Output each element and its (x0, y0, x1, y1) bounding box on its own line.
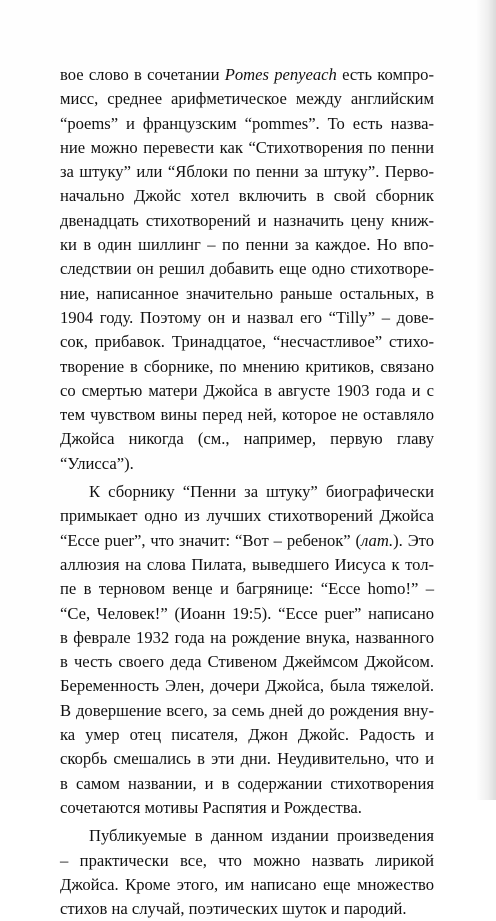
page-edge-shadow (476, 0, 496, 800)
text-line: мисс, среднее арифметическое между английским (60, 89, 434, 109)
italic-text: Pomes penyeach (224, 65, 337, 84)
text-line: пе в терновом венце и багрянице: “Ecce homo!” – (60, 579, 434, 599)
text-line: за штуку” или “Яблоки по пенни за штуку”. Перво- (60, 162, 434, 182)
text-line: ка умер отец писателя, Джон Джойс. Радость и (60, 725, 434, 745)
text-line: двенадцать стихотворений и назначить цену книж- (60, 210, 434, 230)
text-line: аллюзия на слова Пилата, выведшего Иисуса к тол- (60, 554, 434, 574)
text-line: Беременность Элен, дочери Джойса, была тяжелой. (60, 676, 434, 696)
text-line: Джойса. Кроме этого, им написано еще множество (60, 874, 434, 894)
text-line: тем чувством вины перед ней, которое не оставляло (60, 405, 434, 425)
text-line: ние можно перевести как “Стихотворения по пенни (60, 137, 434, 157)
text-line: “poems” и французским “pommes”. То есть назва- (60, 113, 434, 133)
text-line: сок, прибавок. Тринадцатое, “несчастливое” стихо- (60, 332, 434, 352)
paragraph (60, 824, 434, 921)
text-line: в самом названии, и в содержании стихотворения (60, 773, 434, 793)
italic-text: лат. (361, 530, 394, 550)
text-line: вое слово в сочетании Pomes penyeach есть компро- (60, 65, 434, 84)
text-line: творение в сборнике, по мнению критиков, связано (60, 356, 434, 376)
text-line: скорбь смешались в эти дни. Неудивительно, что и (60, 749, 434, 769)
paragraph (60, 480, 434, 820)
body-text (60, 63, 434, 921)
paragraph (60, 63, 434, 476)
text-line: “Се, Человек!” (Иоанн 19:5). “Ecce puer” написано (60, 603, 434, 623)
text-line: “Улисса”). (60, 453, 134, 473)
text-line: К сборнику “Пенни за штуку” биографически (89, 482, 434, 502)
text-line: “Ecce puer”, что значит: “Вот – ребенок” (лат.). Это (60, 530, 434, 550)
text-line: следствии он решил добавить еще одно стихотворе- (60, 259, 434, 279)
text-line: стихов на случай, поэтических шуток и пародий. (60, 899, 407, 919)
text-line: – практически все, что можно назвать лирикой (60, 850, 434, 870)
text-line: в феврале 1932 года на рождение внука, названного (60, 627, 434, 647)
text-line: начально Джойс хотел включить в свой сборник (60, 186, 434, 206)
text-line: 1904 году. Поэтому он и назвал его “Tilly” – дове- (60, 307, 434, 327)
text-line: со смертью матери Джойса в августе 1903 года и с (60, 380, 434, 400)
text-line: в честь своего деда Стивеном Джеймсом Джойсом. (60, 652, 434, 672)
text-line: Джойса никогда (см., например, первую главу (60, 429, 434, 449)
text-line: сочетаются мотивы Распятия и Рождества. (60, 797, 362, 817)
text-line: ние, написанное значительно раньше остальных, в (60, 283, 434, 303)
text-line: Публикуемые в данном издании произведения (89, 826, 434, 846)
text-line: В довершение всего, за семь дней до рождения вну- (60, 700, 434, 720)
text-line: примыкает одно из лучших стихотворений Джойса (60, 506, 434, 526)
text-line: ки в один шиллинг – по пенни за каждое. Но впо- (60, 235, 434, 255)
